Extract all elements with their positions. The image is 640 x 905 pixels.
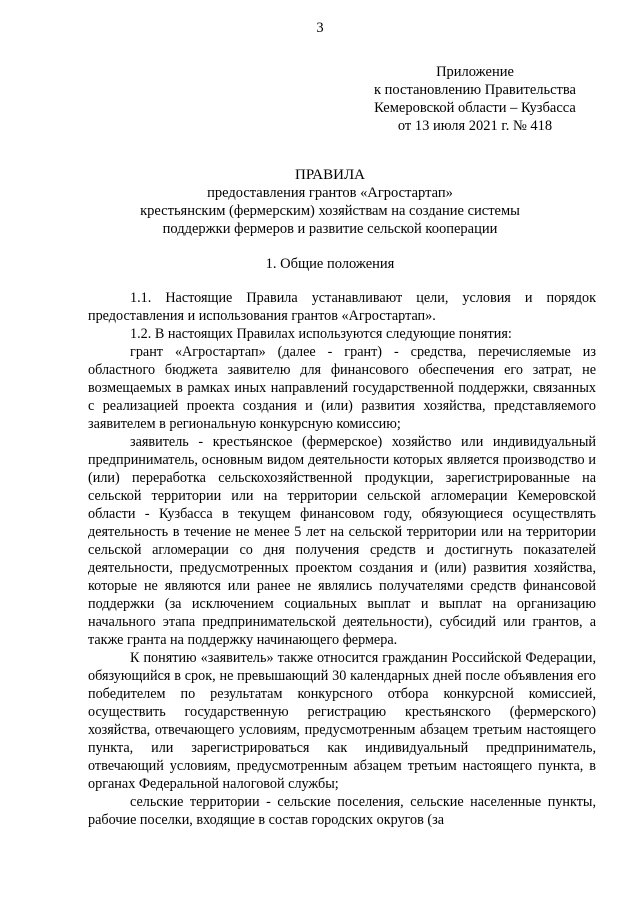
title-subtitle-line: крестьянским (фермерским) хозяйствам на создание системы [140,203,520,219]
appendix-line: Кемеровской области – Кузбасса [374,100,576,116]
paragraph: сельские территории - сельские поселения, сельские населенные пункты, рабочие поселки, входящие в состав городских округов (за [88,794,596,828]
paragraph: 1.2. В настоящих Правилах используются следующие понятия: [130,326,512,342]
appendix-line: к постановлению Правительства [374,82,576,98]
title-subtitle-line: поддержки фермеров и развитие сельской кооперации [162,221,498,237]
body-text [88,289,596,829]
section-heading: 1. Общие положения [265,256,395,272]
appendix-line: Приложение [436,64,514,80]
title-subtitle-line: предоставления грантов «Агростартап» [207,185,453,201]
appendix-line: от 13 июля 2021 г. № 418 [397,118,553,134]
appendix-block [340,63,610,135]
paragraph: грант «Агростартап» (далее - грант) - средства, перечисляемые из областного бюджета заявителю для финансового обеспечения его затрат, не возмещаемых в рамках иных направлений государственной поддержки, связанных с реализацией проекта создания и (или) развития хозяйства, представляемого заявителем в региональную конкурсную комиссию; [88,344,596,432]
page-number: 3 [316,20,324,36]
paragraph: 1.1. Настоящие Правила устанавливают цели, условия и порядок предоставления и использования грантов «Агростартап». [88,290,596,324]
document-title [60,166,600,238]
paragraph: заявитель - крестьянское (фермерское) хозяйство или индивидуальный предприниматель, основным видом деятельности которых является производство и (или) переработка сельскохозяйственной продукции, зарегистрированные на сельской территории или на территории сельской агломерации Кемеровской области - Кузбасса в текущем финансовом году, обязующиеся осуществлять деятельность в течение не менее 5 лет на сельской территории или на территории сельской агломерации со дня получения средств и достигнуть показателей деятельности, предусмотренных проектом создания и (или) развития хозяйства, которые не являются или ранее не являлись получателями средств финансовой поддержки (за исключением социальных выплат и выплат на организацию начального этапа предпринимательской деятельности), субсидий или грантов, а также гранта на поддержку начинающего фермера. [88,434,596,648]
title-main: ПРАВИЛА [295,167,365,183]
paragraph: К понятию «заявитель» также относится гражданин Российской Федерации, обязующийся в срок, не превышающий 30 календарных дней после объявления его победителем по результатам конкурсного отбора конкурсной комиссией, осуществить государственную регистрацию крестьянского (фермерского) хозяйства, отвечающего условиям, предусмотренным абзацем третьим настоящего пункта, или зарегистрироваться как индивидуальный предприниматель, отвечающий условиям, предусмотренным абзацем третьим настоящего пункта, в органах Федеральной налоговой службы; [88,650,596,792]
